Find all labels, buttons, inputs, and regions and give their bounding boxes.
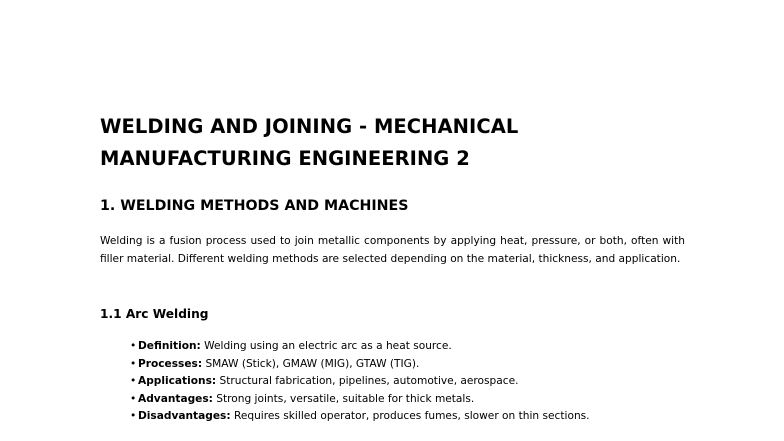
item-text: Requires skilled operator, produces fumes, slower on thin sections. (230, 410, 590, 423)
title-line-1: WELDING AND JOINING - MECHANICAL (100, 115, 519, 138)
item-term: Definition: (138, 340, 201, 352)
title-line-2: MANUFACTURING ENGINEERING 2 (100, 147, 470, 170)
bullet-icon: • (130, 375, 137, 388)
item-text: SMAW (Stick), GMAW (MIG), GTAW (TIG). (202, 357, 420, 370)
item-text: Structural fabrication, pipelines, automotive, aerospace. (216, 375, 519, 388)
list-item (130, 391, 590, 409)
item-text: Strong joints, versatile, suitable for thick metals. (212, 392, 475, 405)
subsection-heading: 1.1 Arc Welding (100, 307, 209, 321)
item-term: Applications: (138, 375, 217, 388)
list-item (130, 408, 590, 426)
list-item (130, 338, 590, 356)
list-item (130, 373, 590, 391)
item-term: Advantages: (138, 392, 213, 405)
item-text: Welding using an electric arc as a heat source. (200, 340, 452, 352)
item-term: Disadvantages: (138, 410, 231, 423)
bullet-icon: • (130, 392, 137, 405)
bullet-icon: • (130, 410, 137, 423)
list-item (130, 356, 590, 374)
bullet-icon: • (130, 340, 137, 352)
intro-paragraph: Welding is a fusion process used to join metallic components by applying heat, pressure, or both, often with filler material. Different welding methods are selected depending on the material, thickness, and application. (100, 235, 685, 265)
bullet-icon: • (130, 357, 137, 370)
section-heading: 1. WELDING METHODS AND MACHINES (100, 198, 409, 214)
item-term: Processes: (138, 357, 203, 370)
bullet-list (130, 338, 590, 426)
document-title (100, 111, 700, 175)
